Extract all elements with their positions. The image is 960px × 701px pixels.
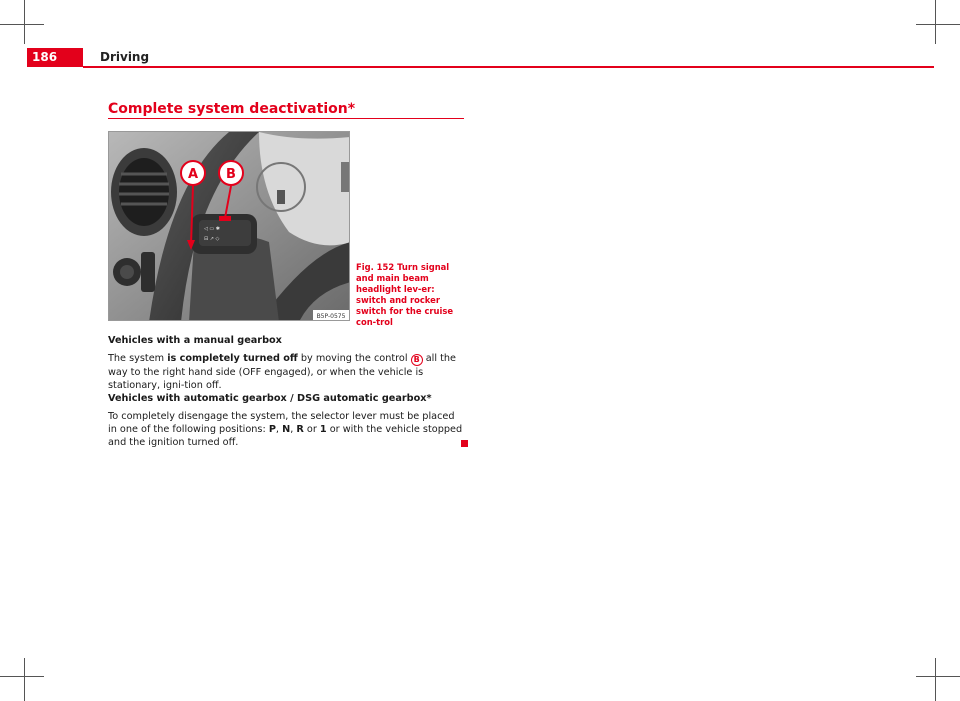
crop-mark [24,0,25,44]
text-run: or with the vehicle stopped and the ignition turned off. [108,424,463,448]
svg-text:◁ ▭ ✱: ◁ ▭ ✱ [204,226,220,232]
crop-mark [916,676,960,677]
text-run: all the way to the right hand side (OFF engaged), or when the vehicle is stationary, igni-tion off. [108,353,457,391]
text-run: by moving the control [297,353,411,364]
section-title-rule [108,118,464,119]
section-end-mark [461,440,468,447]
manual-gearbox-heading-text: Vehicles with a manual gearbox [108,335,282,346]
manual-gearbox-paragraph [108,352,466,392]
crop-mark [0,676,44,677]
gear-position-r: R [296,424,304,435]
gear-position-n: N [282,424,291,435]
header-rule [83,66,934,68]
bold-text-run: is completely turned off [167,353,298,364]
page-number: 186 [32,50,58,64]
gear-position-p: P [268,424,276,435]
automatic-gearbox-paragraph [108,410,466,449]
gear-position-1: 1 [319,424,327,435]
text-run: To completely disengage the system, the selector lever must be placed in one of the following positions: [108,411,455,435]
air-vent-graphic [111,148,177,236]
callout-a: A [187,167,199,182]
automatic-gearbox-heading [108,392,466,405]
control-b-reference: B [411,354,423,366]
text-run: , [290,424,297,435]
figure-caption: Fig. 152 Turn signal and main beam headlight lev-er: switch and rocker switch for the cruise con-trol [356,262,454,327]
figure-steering-lever [108,131,350,321]
text-run: The system [108,353,168,364]
text-run: or [303,424,320,435]
section-title: Complete system deactivation* [108,101,356,117]
crop-mark [916,24,960,25]
automatic-gearbox-heading-text: Vehicles with automatic gearbox / DSG automatic gearbox* [108,393,432,404]
turn-signal-lever-graphic [191,214,257,254]
image-code: B5P-0575 [316,313,346,320]
crop-mark [935,658,936,701]
crop-mark [24,658,25,701]
crop-mark [0,24,44,25]
svg-text:⊟ ↗ ◇: ⊟ ↗ ◇ [204,236,220,242]
callout-b: B [226,167,236,182]
manual-gearbox-heading [108,334,466,347]
running-head: Driving [100,50,150,64]
crop-mark [935,0,936,44]
text-run: , [275,424,283,435]
